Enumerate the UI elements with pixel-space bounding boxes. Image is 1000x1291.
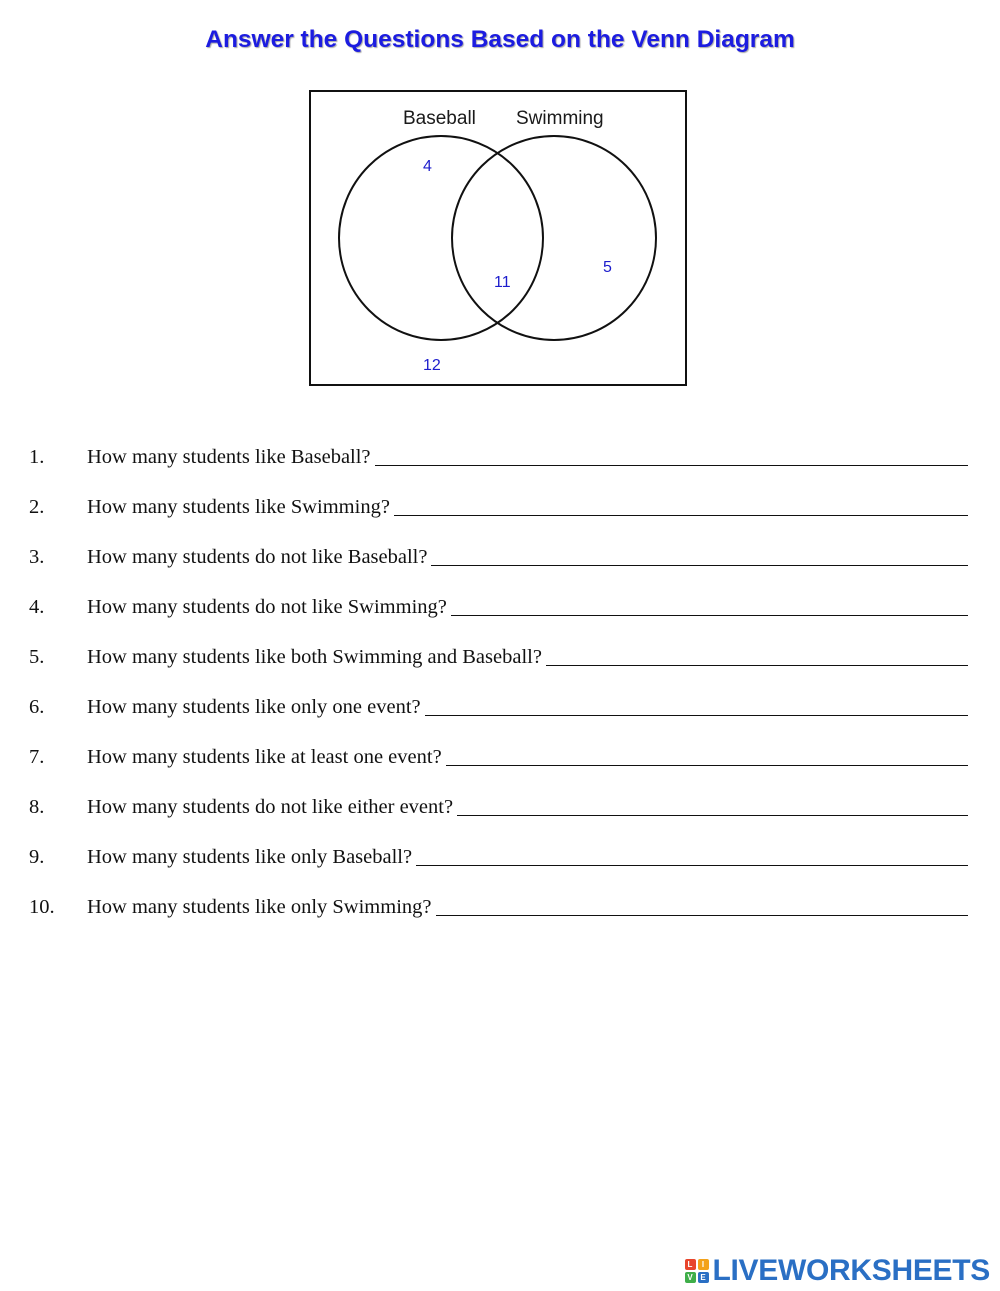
question-number: 5. bbox=[29, 646, 45, 668]
logo-wordmark: LIVEWORKSHEETS bbox=[712, 1254, 990, 1287]
answer-blank[interactable] bbox=[451, 595, 968, 616]
swimming-label: Swimming bbox=[516, 108, 604, 129]
question-text: How many students do not like Swimming? bbox=[87, 596, 447, 618]
baseball-label: Baseball bbox=[403, 108, 476, 129]
question-item bbox=[29, 420, 968, 470]
venn-diagram bbox=[309, 90, 687, 386]
question-number: 7. bbox=[29, 746, 45, 768]
answer-blank[interactable] bbox=[394, 495, 968, 516]
answer-blank[interactable] bbox=[436, 895, 969, 916]
logo-mark-icon bbox=[685, 1259, 709, 1283]
neither-count: 12 bbox=[423, 357, 441, 374]
question-number: 1. bbox=[29, 446, 45, 468]
question-item bbox=[29, 470, 968, 520]
universal-set-box bbox=[310, 91, 686, 385]
question-item bbox=[29, 620, 968, 670]
swimming-only-count: 5 bbox=[603, 259, 612, 276]
question-text: How many students like at least one event? bbox=[87, 746, 442, 768]
question-number: 6. bbox=[29, 696, 45, 718]
answer-blank[interactable] bbox=[425, 695, 968, 716]
answer-blank[interactable] bbox=[431, 545, 968, 566]
swimming-circle bbox=[452, 136, 656, 340]
question-text: How many students like both Swimming and Baseball? bbox=[87, 646, 542, 668]
question-number: 4. bbox=[29, 596, 45, 618]
question-text: How many students like Swimming? bbox=[87, 496, 390, 518]
liveworksheets-logo bbox=[685, 1253, 991, 1289]
answer-blank[interactable] bbox=[546, 645, 968, 666]
logo-letter: V bbox=[685, 1272, 696, 1283]
logo-letter: I bbox=[698, 1259, 709, 1270]
question-number: 10. bbox=[29, 896, 55, 918]
question-item bbox=[29, 820, 968, 870]
question-item bbox=[29, 720, 968, 770]
answer-blank[interactable] bbox=[457, 795, 968, 816]
question-item bbox=[29, 570, 968, 620]
question-number: 2. bbox=[29, 496, 45, 518]
answer-blank[interactable] bbox=[416, 845, 968, 866]
page-title: Answer the Questions Based on the Venn Diagram bbox=[205, 26, 795, 53]
question-text: How many students do not like Baseball? bbox=[87, 546, 428, 568]
question-item bbox=[29, 670, 968, 720]
question-text: How many students do not like either event? bbox=[87, 796, 454, 818]
question-item bbox=[29, 520, 968, 570]
question-list bbox=[29, 420, 968, 920]
baseball-only-count: 4 bbox=[423, 158, 432, 175]
question-number: 8. bbox=[29, 796, 45, 818]
logo-letter: E bbox=[698, 1272, 709, 1283]
baseball-circle bbox=[339, 136, 543, 340]
venn-diagram-svg bbox=[309, 90, 687, 386]
question-number: 9. bbox=[29, 846, 45, 868]
question-text: How many students like only one event? bbox=[87, 696, 421, 718]
both-count: 11 bbox=[494, 274, 511, 291]
question-text: How many students like only Swimming? bbox=[87, 896, 432, 918]
logo-letter: L bbox=[685, 1259, 696, 1270]
question-number: 3. bbox=[29, 546, 45, 568]
question-item bbox=[29, 770, 968, 820]
question-text: How many students like only Baseball? bbox=[87, 846, 413, 868]
question-text: How many students like Baseball? bbox=[87, 446, 371, 468]
answer-blank[interactable] bbox=[446, 745, 968, 766]
answer-blank[interactable] bbox=[375, 445, 968, 466]
question-item bbox=[29, 870, 968, 920]
